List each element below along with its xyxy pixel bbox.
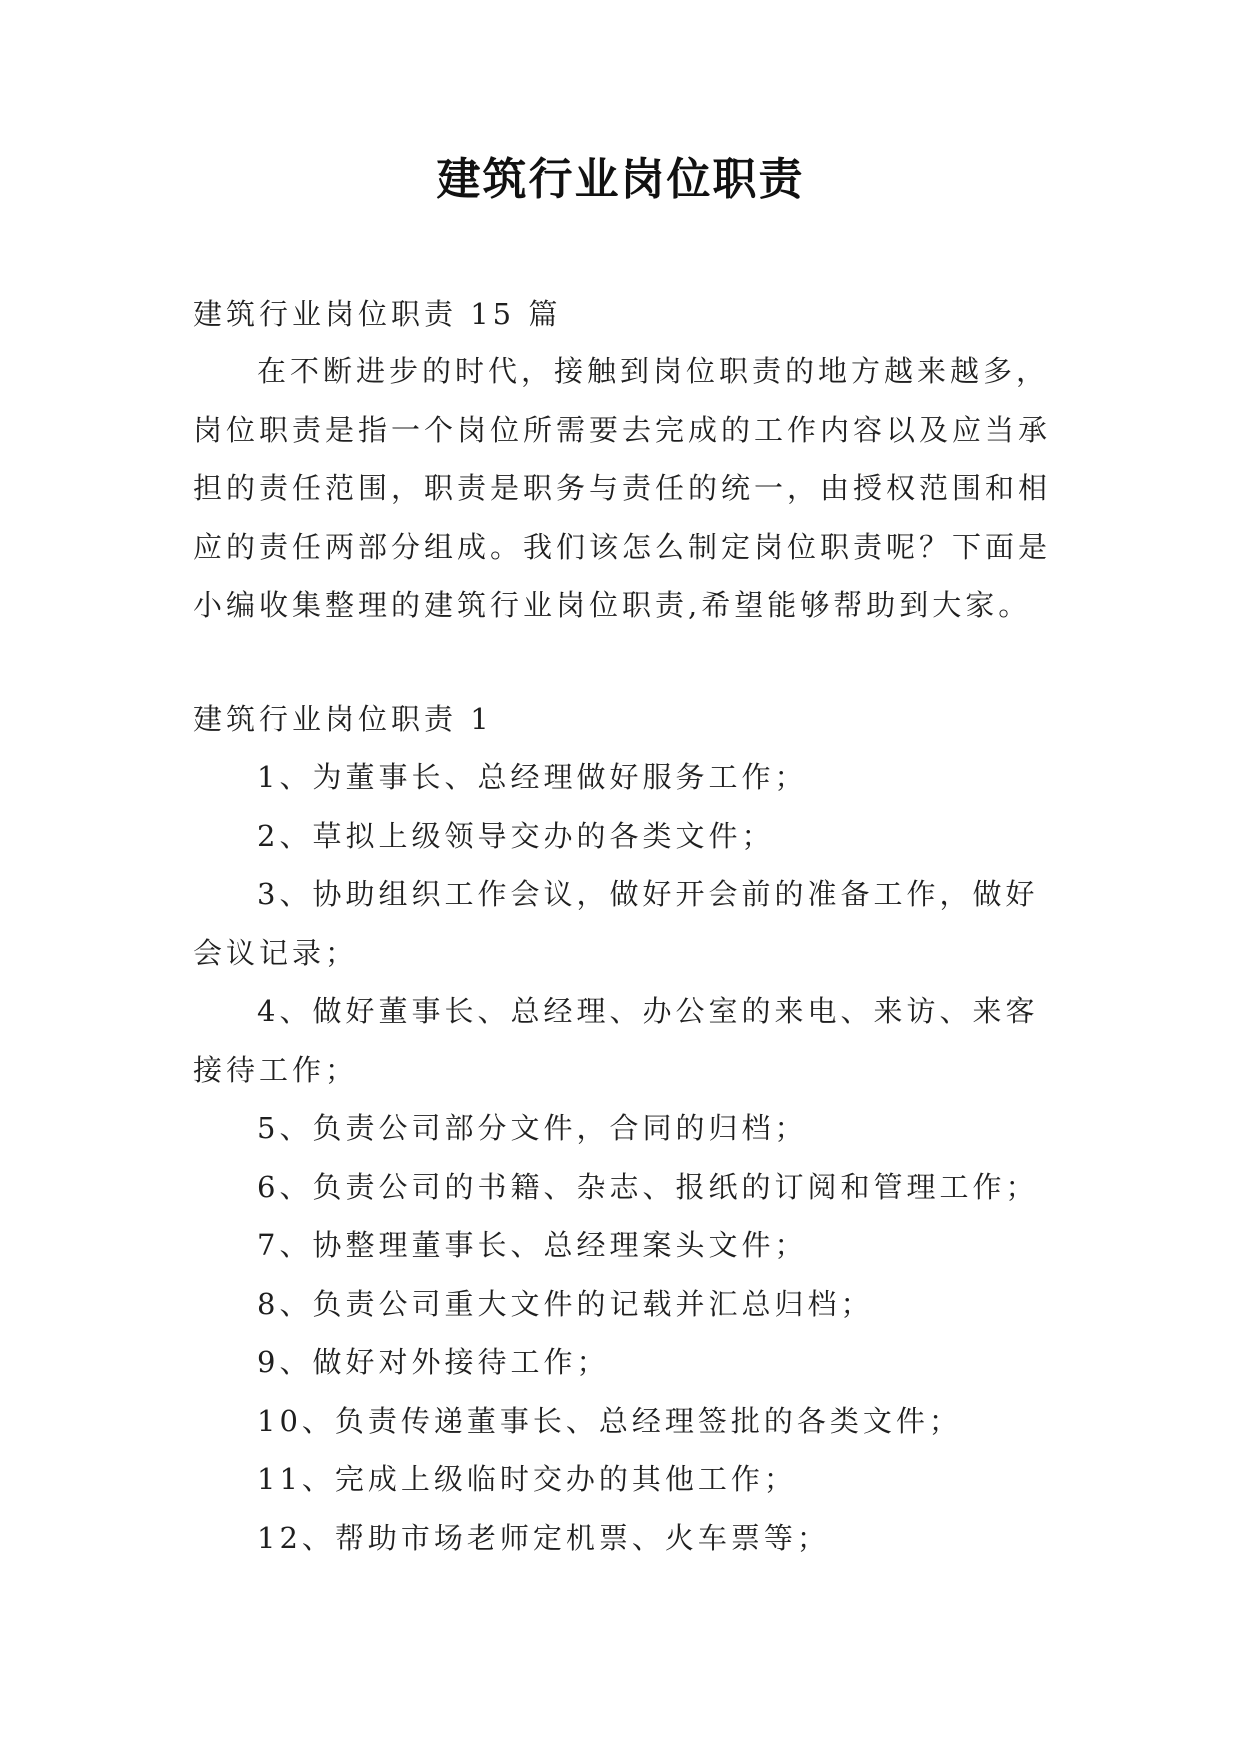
list-item: 1、为董事长、总经理做好服务工作； <box>257 760 808 794</box>
list-item: 11、完成上级临时交办的其他工作； <box>257 1462 797 1496</box>
duty-list <box>193 748 1055 1567</box>
document-subtitle: 建筑行业岗位职责 15 篇 <box>193 297 562 331</box>
list-item: 10、负责传递董事长、总经理签批的各类文件； <box>257 1403 962 1438</box>
intro-paragraph: 在不断进步的时代，接触到岗位职责的地方越来越多，岗位职责是指一个岗位所需要去完成的工作内容以及应当承担的责任范围，职责是职务与责任的统一，由授权范围和相应的责任两部分组成。我们该怎么制定岗位职责呢？下面是小编收集整理的建筑行业岗位职责,希望能够帮助到大家。 <box>193 354 1052 622</box>
list-item: 6、负责公司的书籍、杂志、报纸的订阅和管理工作； <box>257 1169 1039 1204</box>
list-item: 2、草拟上级领导交办的各类文件； <box>257 818 775 853</box>
section-heading: 建筑行业岗位职责 1 <box>193 702 493 736</box>
list-item: 3、协助组织工作会议，做好开会前的准备工作，做好会议记录； <box>193 877 1039 970</box>
list-item: 5、负责公司部分文件，合同的归档； <box>257 1111 808 1145</box>
list-item: 12、帮助市场老师定机票、火车票等； <box>257 1520 830 1555</box>
list-item: 9、做好对外接待工作； <box>257 1345 610 1379</box>
document-title: 建筑行业岗位职责 <box>436 154 805 205</box>
list-item: 7、协整理董事长、总经理案头文件； <box>257 1228 808 1262</box>
list-item: 8、负责公司重大文件的记载并汇总归档； <box>257 1286 874 1321</box>
list-item: 4、做好董事长、总经理、办公室的来电、来访、来客接待工作； <box>193 994 1039 1087</box>
